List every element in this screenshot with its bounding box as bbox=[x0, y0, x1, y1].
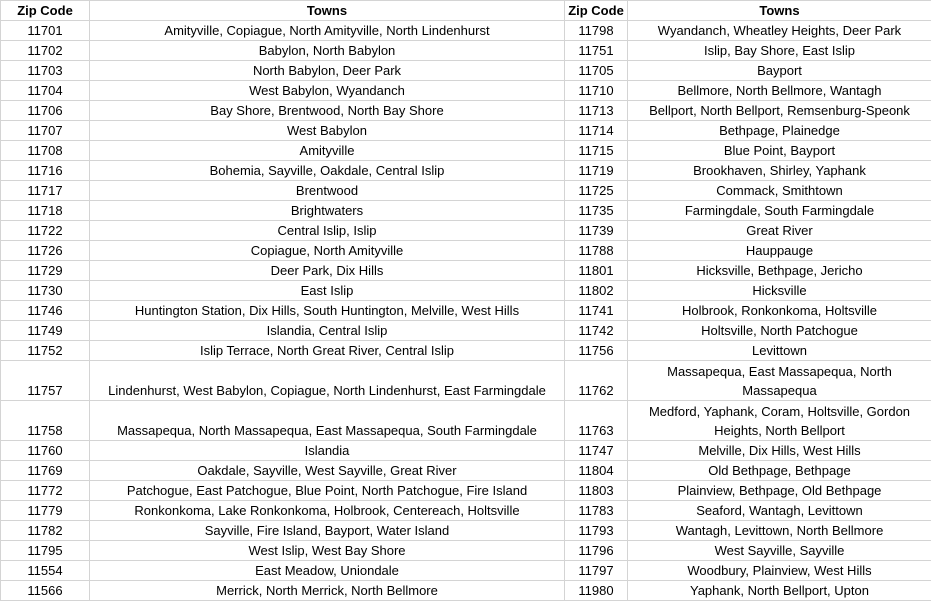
table-row bbox=[1, 101, 931, 121]
towns-cell-right: Bellport, North Bellport, Remsenburg-Speonk bbox=[628, 101, 931, 121]
towns-cell-right: Old Bethpage, Bethpage bbox=[628, 461, 931, 481]
towns-cell-left: West Babylon bbox=[90, 121, 565, 141]
towns-cell-right: Bellmore, North Bellmore, Wantagh bbox=[628, 81, 931, 101]
towns-cell-right: Holtsville, North Patchogue bbox=[628, 321, 931, 341]
towns-cell-left: Bohemia, Sayville, Oakdale, Central Islip bbox=[90, 161, 565, 181]
zip-code-cell-right: 11756 bbox=[565, 341, 628, 361]
zip-code-cell-left: 11749 bbox=[1, 321, 90, 341]
zip-code-cell-right: 11739 bbox=[565, 221, 628, 241]
zip-code-cell-left: 11706 bbox=[1, 101, 90, 121]
towns-cell-left: Central Islip, Islip bbox=[90, 221, 565, 241]
zip-code-cell-left: 11703 bbox=[1, 61, 90, 81]
zip-code-cell-left: 11722 bbox=[1, 221, 90, 241]
zip-code-cell-right: 11783 bbox=[565, 501, 628, 521]
towns-cell-right: Seaford, Wantagh, Levittown bbox=[628, 501, 931, 521]
zip-code-cell-right: 11796 bbox=[565, 541, 628, 561]
towns-cell-right: Plainview, Bethpage, Old Bethpage bbox=[628, 481, 931, 501]
table-row bbox=[1, 461, 931, 481]
towns-cell-right: Melville, Dix Hills, West Hills bbox=[628, 441, 931, 461]
towns-cell-right: Brookhaven, Shirley, Yaphank bbox=[628, 161, 931, 181]
table-row bbox=[1, 21, 931, 41]
zip-code-cell-left: 11707 bbox=[1, 121, 90, 141]
towns-cell-left: Copiague, North Amityville bbox=[90, 241, 565, 261]
towns-cell-left: Lindenhurst, West Babylon, Copiague, North Lindenhurst, East Farmingdale bbox=[90, 361, 565, 401]
towns-cell-left: Brightwaters bbox=[90, 201, 565, 221]
zip-code-cell-right: 11715 bbox=[565, 141, 628, 161]
towns-cell-right: Bayport bbox=[628, 61, 931, 81]
zip-code-cell-left: 11708 bbox=[1, 141, 90, 161]
table-row bbox=[1, 221, 931, 241]
table-row bbox=[1, 361, 931, 401]
zip-code-cell-right: 11788 bbox=[565, 241, 628, 261]
table-row bbox=[1, 301, 931, 321]
table-row bbox=[1, 81, 931, 101]
zip-code-cell-left: 11717 bbox=[1, 181, 90, 201]
zip-code-cell-left: 11746 bbox=[1, 301, 90, 321]
table-row bbox=[1, 161, 931, 181]
table-body bbox=[1, 21, 931, 601]
zip-code-cell-right: 11747 bbox=[565, 441, 628, 461]
zip-code-cell-right: 11741 bbox=[565, 301, 628, 321]
table-row bbox=[1, 141, 931, 161]
towns-cell-right: West Sayville, Sayville bbox=[628, 541, 931, 561]
towns-cell-right: Hicksville, Bethpage, Jericho bbox=[628, 261, 931, 281]
table-row bbox=[1, 121, 931, 141]
towns-cell-right: Holbrook, Ronkonkoma, Holtsville bbox=[628, 301, 931, 321]
zip-code-cell-left: 11772 bbox=[1, 481, 90, 501]
zip-code-cell-left: 11758 bbox=[1, 401, 90, 441]
zip-code-cell-right: 11793 bbox=[565, 521, 628, 541]
towns-cell-left: Babylon, North Babylon bbox=[90, 41, 565, 61]
towns-cell-left: Islip Terrace, North Great River, Central Islip bbox=[90, 341, 565, 361]
table-row bbox=[1, 261, 931, 281]
table-row bbox=[1, 521, 931, 541]
zip-code-cell-left: 11701 bbox=[1, 21, 90, 41]
zip-code-cell-left: 11554 bbox=[1, 561, 90, 581]
towns-cell-left: Huntington Station, Dix Hills, South Huntington, Melville, West Hills bbox=[90, 301, 565, 321]
zip-code-cell-right: 11735 bbox=[565, 201, 628, 221]
towns-cell-right: Levittown bbox=[628, 341, 931, 361]
table-row bbox=[1, 561, 931, 581]
towns-cell-left: Ronkonkoma, Lake Ronkonkoma, Holbrook, Centereach, Holtsville bbox=[90, 501, 565, 521]
towns-cell-right: Islip, Bay Shore, East Islip bbox=[628, 41, 931, 61]
zip-code-cell-left: 11752 bbox=[1, 341, 90, 361]
towns-cell-left: Merrick, North Merrick, North Bellmore bbox=[90, 581, 565, 601]
towns-cell-right: Wantagh, Levittown, North Bellmore bbox=[628, 521, 931, 541]
header-zip-code-left: Zip Code bbox=[1, 1, 90, 21]
table-row bbox=[1, 61, 931, 81]
towns-cell-right: Hicksville bbox=[628, 281, 931, 301]
zip-code-cell-left: 11795 bbox=[1, 541, 90, 561]
towns-cell-right: Wyandanch, Wheatley Heights, Deer Park bbox=[628, 21, 931, 41]
table-row bbox=[1, 501, 931, 521]
zip-code-cell-right: 11802 bbox=[565, 281, 628, 301]
zip-code-cell-right: 11798 bbox=[565, 21, 628, 41]
header-towns-right: Towns bbox=[628, 1, 931, 21]
towns-cell-right: Commack, Smithtown bbox=[628, 181, 931, 201]
towns-cell-left: Islandia bbox=[90, 441, 565, 461]
zip-code-cell-right: 11705 bbox=[565, 61, 628, 81]
towns-cell-left: Bay Shore, Brentwood, North Bay Shore bbox=[90, 101, 565, 121]
towns-cell-left: Oakdale, Sayville, West Sayville, Great River bbox=[90, 461, 565, 481]
towns-cell-left: Islandia, Central Islip bbox=[90, 321, 565, 341]
towns-cell-left: Sayville, Fire Island, Bayport, Water Island bbox=[90, 521, 565, 541]
towns-cell-right: Great River bbox=[628, 221, 931, 241]
zip-code-cell-left: 11760 bbox=[1, 441, 90, 461]
towns-cell-right: Medford, Yaphank, Coram, Holtsville, Gordon Heights, North Bellport bbox=[628, 401, 931, 441]
table-row bbox=[1, 581, 931, 601]
towns-cell-left: Amityville bbox=[90, 141, 565, 161]
table-row bbox=[1, 321, 931, 341]
zip-code-cell-right: 11797 bbox=[565, 561, 628, 581]
table-row bbox=[1, 541, 931, 561]
towns-cell-left: Amityville, Copiague, North Amityville, North Lindenhurst bbox=[90, 21, 565, 41]
zip-code-cell-left: 11729 bbox=[1, 261, 90, 281]
towns-cell-left: West Islip, West Bay Shore bbox=[90, 541, 565, 561]
table-row bbox=[1, 341, 931, 361]
zip-code-cell-right: 11980 bbox=[565, 581, 628, 601]
zip-code-cell-left: 11704 bbox=[1, 81, 90, 101]
zip-code-cell-left: 11726 bbox=[1, 241, 90, 261]
zip-code-cell-left: 11730 bbox=[1, 281, 90, 301]
towns-cell-right: Hauppauge bbox=[628, 241, 931, 261]
zip-code-cell-right: 11762 bbox=[565, 361, 628, 401]
towns-cell-left: East Islip bbox=[90, 281, 565, 301]
zip-code-cell-right: 11719 bbox=[565, 161, 628, 181]
zip-code-cell-left: 11782 bbox=[1, 521, 90, 541]
towns-cell-right: Blue Point, Bayport bbox=[628, 141, 931, 161]
towns-cell-left: East Meadow, Uniondale bbox=[90, 561, 565, 581]
zip-code-cell-left: 11702 bbox=[1, 41, 90, 61]
towns-cell-right: Woodbury, Plainview, West Hills bbox=[628, 561, 931, 581]
table-row bbox=[1, 281, 931, 301]
zip-code-cell-right: 11804 bbox=[565, 461, 628, 481]
zip-code-cell-left: 11757 bbox=[1, 361, 90, 401]
zip-code-cell-right: 11710 bbox=[565, 81, 628, 101]
zip-code-cell-right: 11801 bbox=[565, 261, 628, 281]
header-zip-code-right: Zip Code bbox=[565, 1, 628, 21]
towns-cell-left: West Babylon, Wyandanch bbox=[90, 81, 565, 101]
zip-code-cell-left: 11779 bbox=[1, 501, 90, 521]
zip-code-cell-left: 11566 bbox=[1, 581, 90, 601]
zip-code-cell-right: 11714 bbox=[565, 121, 628, 141]
towns-cell-left: Patchogue, East Patchogue, Blue Point, North Patchogue, Fire Island bbox=[90, 481, 565, 501]
table-row bbox=[1, 481, 931, 501]
towns-cell-right: Bethpage, Plainedge bbox=[628, 121, 931, 141]
towns-cell-left: North Babylon, Deer Park bbox=[90, 61, 565, 81]
zip-code-cell-right: 11713 bbox=[565, 101, 628, 121]
zip-code-cell-left: 11716 bbox=[1, 161, 90, 181]
table-row bbox=[1, 181, 931, 201]
towns-cell-left: Deer Park, Dix Hills bbox=[90, 261, 565, 281]
zip-code-cell-right: 11725 bbox=[565, 181, 628, 201]
table-row bbox=[1, 441, 931, 461]
header-row bbox=[1, 1, 931, 21]
table-row bbox=[1, 41, 931, 61]
table-row bbox=[1, 201, 931, 221]
table-row bbox=[1, 241, 931, 261]
towns-cell-right: Farmingdale, South Farmingdale bbox=[628, 201, 931, 221]
header-towns-left: Towns bbox=[90, 1, 565, 21]
zip-code-cell-right: 11742 bbox=[565, 321, 628, 341]
zip-code-cell-left: 11718 bbox=[1, 201, 90, 221]
towns-cell-left: Massapequa, North Massapequa, East Massapequa, South Farmingdale bbox=[90, 401, 565, 441]
zip-code-cell-left: 11769 bbox=[1, 461, 90, 481]
towns-cell-right: Massapequa, East Massapequa, North Massapequa bbox=[628, 361, 931, 401]
towns-cell-right: Yaphank, North Bellport, Upton bbox=[628, 581, 931, 601]
zip-code-cell-right: 11763 bbox=[565, 401, 628, 441]
towns-cell-left: Brentwood bbox=[90, 181, 565, 201]
zip-code-cell-right: 11751 bbox=[565, 41, 628, 61]
table-row bbox=[1, 401, 931, 441]
zip-code-cell-right: 11803 bbox=[565, 481, 628, 501]
